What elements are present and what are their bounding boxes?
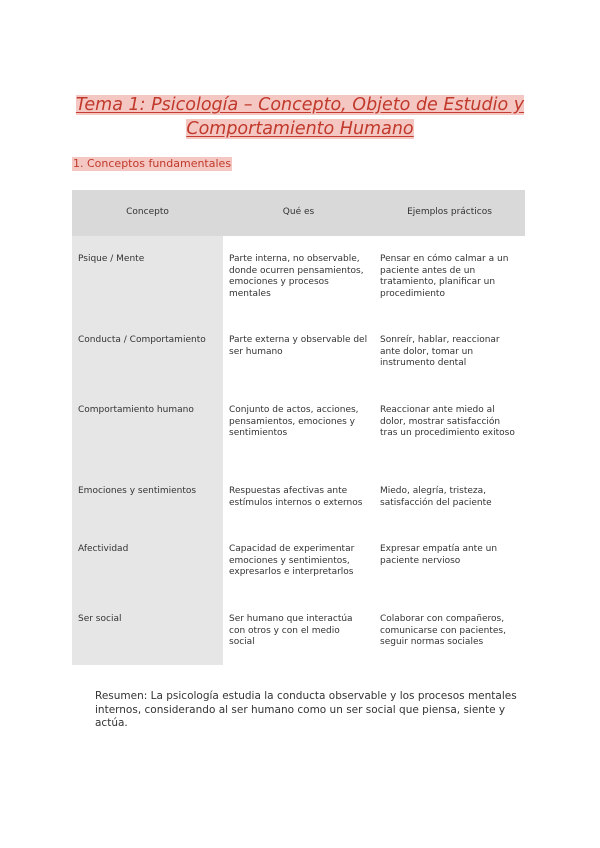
cell-concept: Ser social — [72, 596, 223, 665]
cell-definition: Parte interna, no observable, donde ocurren pensamientos, emociones y procesos mentales — [223, 236, 374, 317]
concepts-table — [72, 190, 525, 665]
table-row — [72, 317, 525, 387]
cell-definition: Conjunto de actos, acciones, pensamientos, emociones y sentimientos — [223, 387, 374, 468]
header-ejemplos: Ejemplos prácticos — [374, 190, 525, 236]
cell-examples: Pensar en cómo calmar a un paciente antes de un tratamiento, planificar un procedimiento — [374, 236, 525, 317]
table-header — [72, 190, 525, 236]
table-header-row — [72, 190, 525, 236]
cell-examples: Miedo, alegría, tristeza, satisfacción del paciente — [374, 468, 525, 526]
header-concepto: Concepto — [72, 190, 223, 236]
cell-concept: Comportamiento humano — [72, 387, 223, 468]
cell-definition: Respuestas afectivas ante estímulos internos o externos — [223, 468, 374, 526]
cell-definition: Capacidad de experimentar emociones y sentimientos, expresarlos e interpretarlos — [223, 526, 374, 596]
cell-concept: Psique / Mente — [72, 236, 223, 317]
cell-examples: Reaccionar ante miedo al dolor, mostrar satisfacción tras un procedimiento exitoso — [374, 387, 525, 468]
table-row — [72, 236, 525, 317]
table-row — [72, 526, 525, 596]
section-heading: 1. Conceptos fundamentales — [73, 157, 232, 170]
cell-examples: Colaborar con compañeros, comunicarse con pacientes, seguir normas sociales — [374, 596, 525, 665]
table-row — [72, 468, 525, 526]
table-body — [72, 236, 525, 665]
table-row — [72, 387, 525, 468]
header-que-es: Qué es — [223, 190, 374, 236]
page-title-text: Tema 1: Psicología – Concepto, Objeto de Estudio y Comportamiento Humano — [75, 95, 525, 139]
cell-definition: Parte externa y observable del ser humano — [223, 317, 374, 387]
cell-examples: Sonreír, hablar, reaccionar ante dolor, tomar un instrumento dental — [374, 317, 525, 387]
cell-examples: Expresar empatía ante un paciente nervioso — [374, 526, 525, 596]
cell-definition: Ser humano que interactúa con otros y con el medio social — [223, 596, 374, 665]
cell-concept: Emociones y sentimientos — [72, 468, 223, 526]
summary-paragraph: Resumen: La psicología estudia la conducta observable y los procesos mentales internos, considerando al ser humano como un ser social que piensa, siente y actúa. — [95, 690, 517, 729]
cell-concept: Conducta / Comportamiento — [72, 317, 223, 387]
page-title — [60, 93, 540, 141]
cell-concept: Afectividad — [72, 526, 223, 596]
table-row — [72, 596, 525, 665]
